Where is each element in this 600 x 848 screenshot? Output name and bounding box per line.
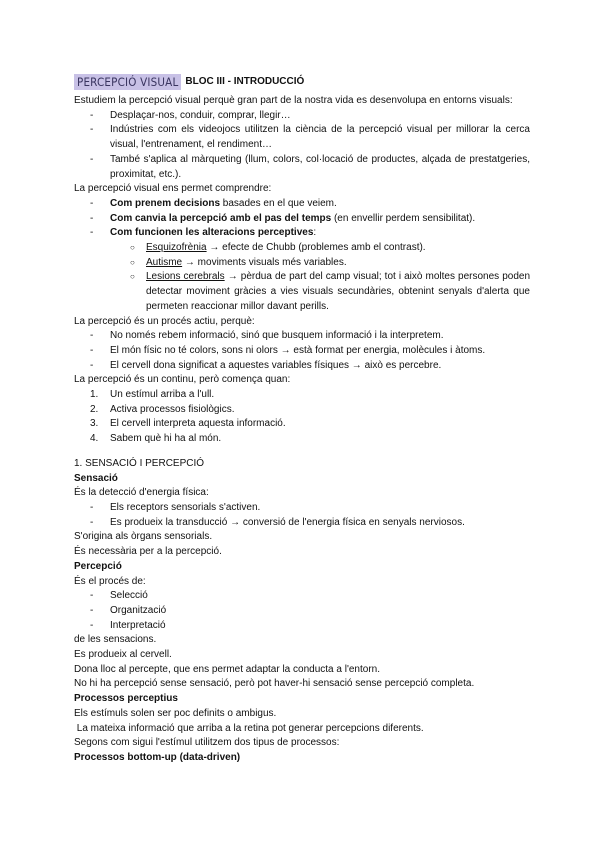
item-text: (en envellir perdem sensibilitat). xyxy=(331,212,476,224)
section-highlight-label: PERCEPCIÓ VISUAL xyxy=(74,74,181,91)
list-item: - El cervell dona significat a aquestes variables físiques → això es percebre. xyxy=(74,359,530,374)
document-page xyxy=(74,72,530,766)
percepcio-text: És el procés de: xyxy=(74,575,146,587)
processos-title: Processos perceptius xyxy=(74,693,178,705)
paragraph-line: Es produeix al cervell. xyxy=(74,649,172,661)
paragraph-line: Els estímuls solen ser poc definits o ambigus. xyxy=(74,707,277,719)
paragraph-line: Segons com sigui l'estímul utilitzem dos tipus de processos: xyxy=(74,737,340,749)
list-item: - El món físic no té colors, sons ni olors → està format per energia, molècules i àtoms. xyxy=(74,344,530,359)
bold-term: Com prenem decisions xyxy=(110,197,221,209)
list-item: - Organització xyxy=(74,604,530,619)
bold-term: Com funcionen les alteracions perceptives xyxy=(110,227,314,239)
item-text: → pèrdua de part del camp visual; tot i això moltes persones poden detectar moviment gràcies a vies visuals secundàries, obtenint senyals d'alerta que permeten reaccionar millor davant perills. xyxy=(146,271,531,312)
underlined-term: Lesions cerebrals xyxy=(146,271,225,283)
comprendre-text: La percepció visual ens permet comprendre: xyxy=(74,183,272,195)
title-row xyxy=(74,72,530,92)
continu-text: La percepció és un continu, però comença quan: xyxy=(74,374,291,386)
item-text: → moviments visuals més variables. xyxy=(182,256,347,268)
continu-list xyxy=(74,388,530,447)
section-heading: 1. SENSACIÓ I PERCEPCIÓ xyxy=(74,457,205,469)
paragraph-line: No hi ha percepció sense sensació, però pot haver-hi sensació sense percepció completa. xyxy=(74,678,475,690)
underlined-term: Esquizofrènia xyxy=(146,242,207,254)
list-item: - També s'aplica al màrqueting (llum, colors, col·locació de productes, alçada de prestatgeries, proximitat, etc.). xyxy=(74,153,530,182)
item-text: Activa processos fisiològics. xyxy=(110,403,235,415)
item-number: 2. xyxy=(90,403,99,415)
list-item xyxy=(74,432,530,447)
actiu-text: La percepció és un procés actiu, perquè: xyxy=(74,315,255,327)
list-item: - Desplaçar-nos, conduir, comprar, llegir… xyxy=(74,109,530,124)
item-text: : xyxy=(313,227,317,239)
paragraph-line: És necessària per a la percepció. xyxy=(74,546,222,558)
underlined-term: Autisme xyxy=(146,256,183,268)
item-number: 4. xyxy=(90,433,99,445)
item-number: 3. xyxy=(90,418,99,430)
list-item xyxy=(74,388,530,403)
bloc-title: BLOC III - INTRODUCCIÓ xyxy=(185,75,305,87)
list-item: - Els receptors sensorials s'activen. xyxy=(74,501,530,516)
list-item: - Indústries com els videojocs utilitzen la ciència de la percepció visual per millorar la cerca visual, l'entrenament, el rendiment… xyxy=(74,123,530,152)
intro-list xyxy=(74,109,530,183)
paragraph-line: Dona lloc al percepte, que ens permet adaptar la conducta a l'entorn. xyxy=(74,663,380,675)
list-item: - Selecció xyxy=(74,589,530,604)
percepcio-title: Percepció xyxy=(74,560,122,572)
intro-text: Estudiem la percepció visual perquè gran part de la nostra vida es desenvolupa en entorns visuals: xyxy=(74,95,513,106)
list-item xyxy=(74,197,530,212)
item-text: Un estímul arriba a l'ull. xyxy=(110,389,215,401)
item-text: → efecte de Chubb (problemes amb el contrast). xyxy=(206,242,426,254)
alteracions-sublist xyxy=(74,241,530,315)
sublist-item xyxy=(74,241,530,256)
spacer xyxy=(74,447,530,457)
item-number: 1. xyxy=(90,389,99,401)
paragraph-line: S'origina als òrgans sensorials. xyxy=(74,531,213,543)
sensacio-list xyxy=(74,501,530,530)
sublist-item xyxy=(74,270,530,314)
list-item: - Interpretació xyxy=(74,619,530,634)
list-item xyxy=(74,226,530,241)
list-item: - No només rebem informació, sinó que busquem informació i la interpretem. xyxy=(74,329,530,344)
sublist-item xyxy=(74,256,530,271)
list-item xyxy=(74,212,530,227)
paragraph-line: de les sensacions. xyxy=(74,634,157,646)
item-text: basades en el que veiem. xyxy=(220,197,337,209)
bold-term: Com canvia la percepció amb el pas del temps xyxy=(110,212,332,224)
sensacio-text: És la detecció d'energia física: xyxy=(74,487,209,499)
comprendre-list xyxy=(74,197,530,241)
list-item xyxy=(74,417,530,432)
paragraph-line: La mateixa informació que arriba a la retina pot generar percepcions diferents. xyxy=(74,722,424,734)
item-text: Sabem què hi ha al món. xyxy=(110,433,222,445)
item-text: El cervell interpreta aquesta informació. xyxy=(110,418,286,430)
bottomup-title: Processos bottom-up (data-driven) xyxy=(74,751,241,763)
actiu-list xyxy=(74,329,530,373)
sensacio-title: Sensació xyxy=(74,472,118,484)
list-item: - Es produeix la transducció → conversió de l'energia física en senyals nerviosos. xyxy=(74,516,530,531)
percepcio-list xyxy=(74,589,530,633)
list-item xyxy=(74,403,530,418)
